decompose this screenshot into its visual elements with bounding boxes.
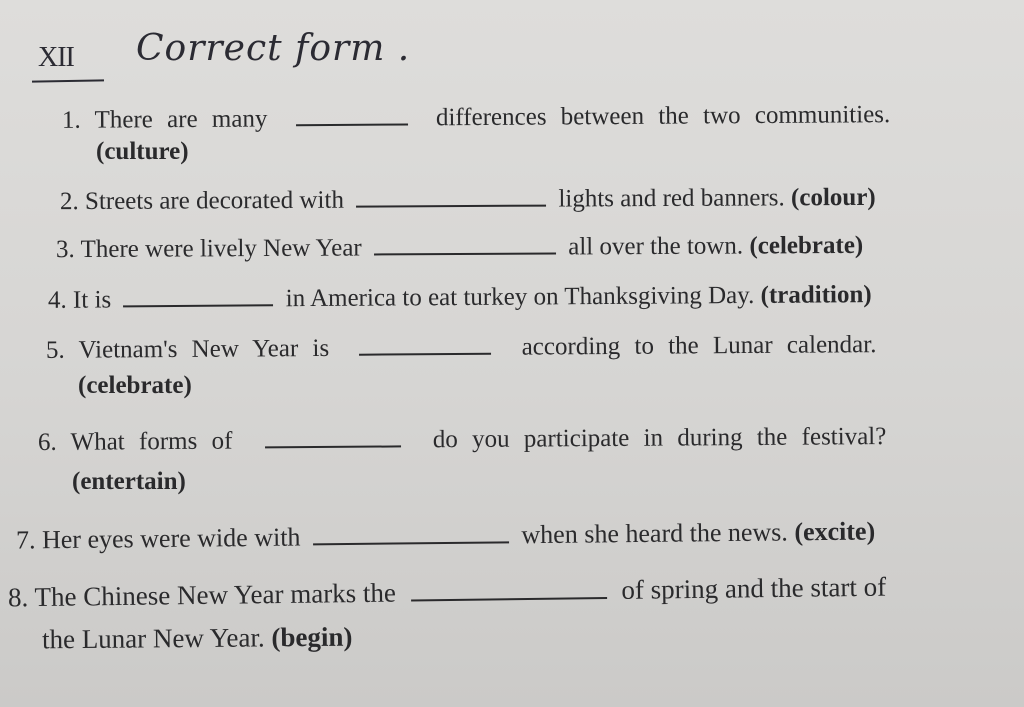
question-hint: (excite) [794, 516, 876, 547]
question-2 [60, 180, 876, 220]
question-hint: (begin) [271, 621, 353, 653]
question-hint: (celebrate) [749, 231, 864, 260]
answer-blank[interactable] [374, 234, 556, 255]
question-5 [46, 327, 877, 369]
question-hint: (tradition) [760, 281, 872, 309]
question-4 [48, 277, 872, 319]
question-6-hint: (entertain) [72, 468, 186, 495]
question-7 [16, 514, 876, 559]
answer-blank[interactable] [296, 105, 408, 126]
question-hint: (colour) [790, 183, 876, 212]
question-text-after: when she heard the news. [521, 517, 789, 550]
answer-blank[interactable] [313, 523, 509, 545]
answer-blank[interactable] [411, 579, 607, 601]
question-1 [62, 97, 890, 139]
exercise-number: XII [38, 42, 74, 73]
question-text-after: lights and red banners. [558, 184, 785, 213]
question-8 [8, 569, 886, 616]
question-number: 1. [61, 106, 81, 134]
exercise-heading [32, 18, 452, 98]
question-text-before: It is [72, 286, 112, 314]
question-8-continuation [42, 619, 353, 658]
question-number: 4. [47, 286, 67, 314]
question-3 [56, 228, 863, 268]
question-5-hint: (celebrate) [78, 372, 192, 399]
exercise-number-underline [32, 79, 104, 82]
question-number: 2. [59, 188, 79, 216]
question-text-after: according to the Lunar calendar. [521, 331, 877, 361]
answer-blank[interactable] [359, 335, 491, 356]
question-number: 6. [37, 428, 57, 456]
question-text-before: Vietnam's New Year is [78, 334, 330, 364]
question-text-before: There were lively New Year [80, 234, 362, 263]
question-6 [38, 419, 887, 461]
question-number: 3. [55, 236, 75, 264]
question-number: 5. [45, 336, 65, 364]
question-number: 8. [7, 582, 29, 613]
question-text-after-2: the Lunar New Year. [41, 622, 265, 655]
question-text-before: What forms of [70, 427, 233, 456]
question-text-after: all over the town. [568, 232, 744, 261]
answer-blank[interactable] [123, 286, 273, 307]
question-text-before: Streets are decorated with [84, 186, 344, 216]
answer-blank[interactable] [265, 427, 401, 448]
question-text-after: differences between the two communities. [435, 101, 891, 132]
question-text-after: in America to eat turkey on Thanksgiving Day. [285, 281, 755, 313]
question-text-before: Her eyes were wide with [41, 522, 301, 555]
question-1-hint: (culture) [96, 138, 189, 165]
answer-blank[interactable] [356, 187, 546, 208]
question-text-before: There are many [94, 105, 268, 134]
question-text-after: do you participate in during the festival? [432, 423, 887, 454]
exercise-title: Correct form . [136, 28, 411, 69]
question-text-after: of spring and the start of [621, 571, 887, 605]
question-number: 7. [15, 525, 36, 555]
question-text-before: The Chinese New Year marks the [34, 577, 397, 613]
